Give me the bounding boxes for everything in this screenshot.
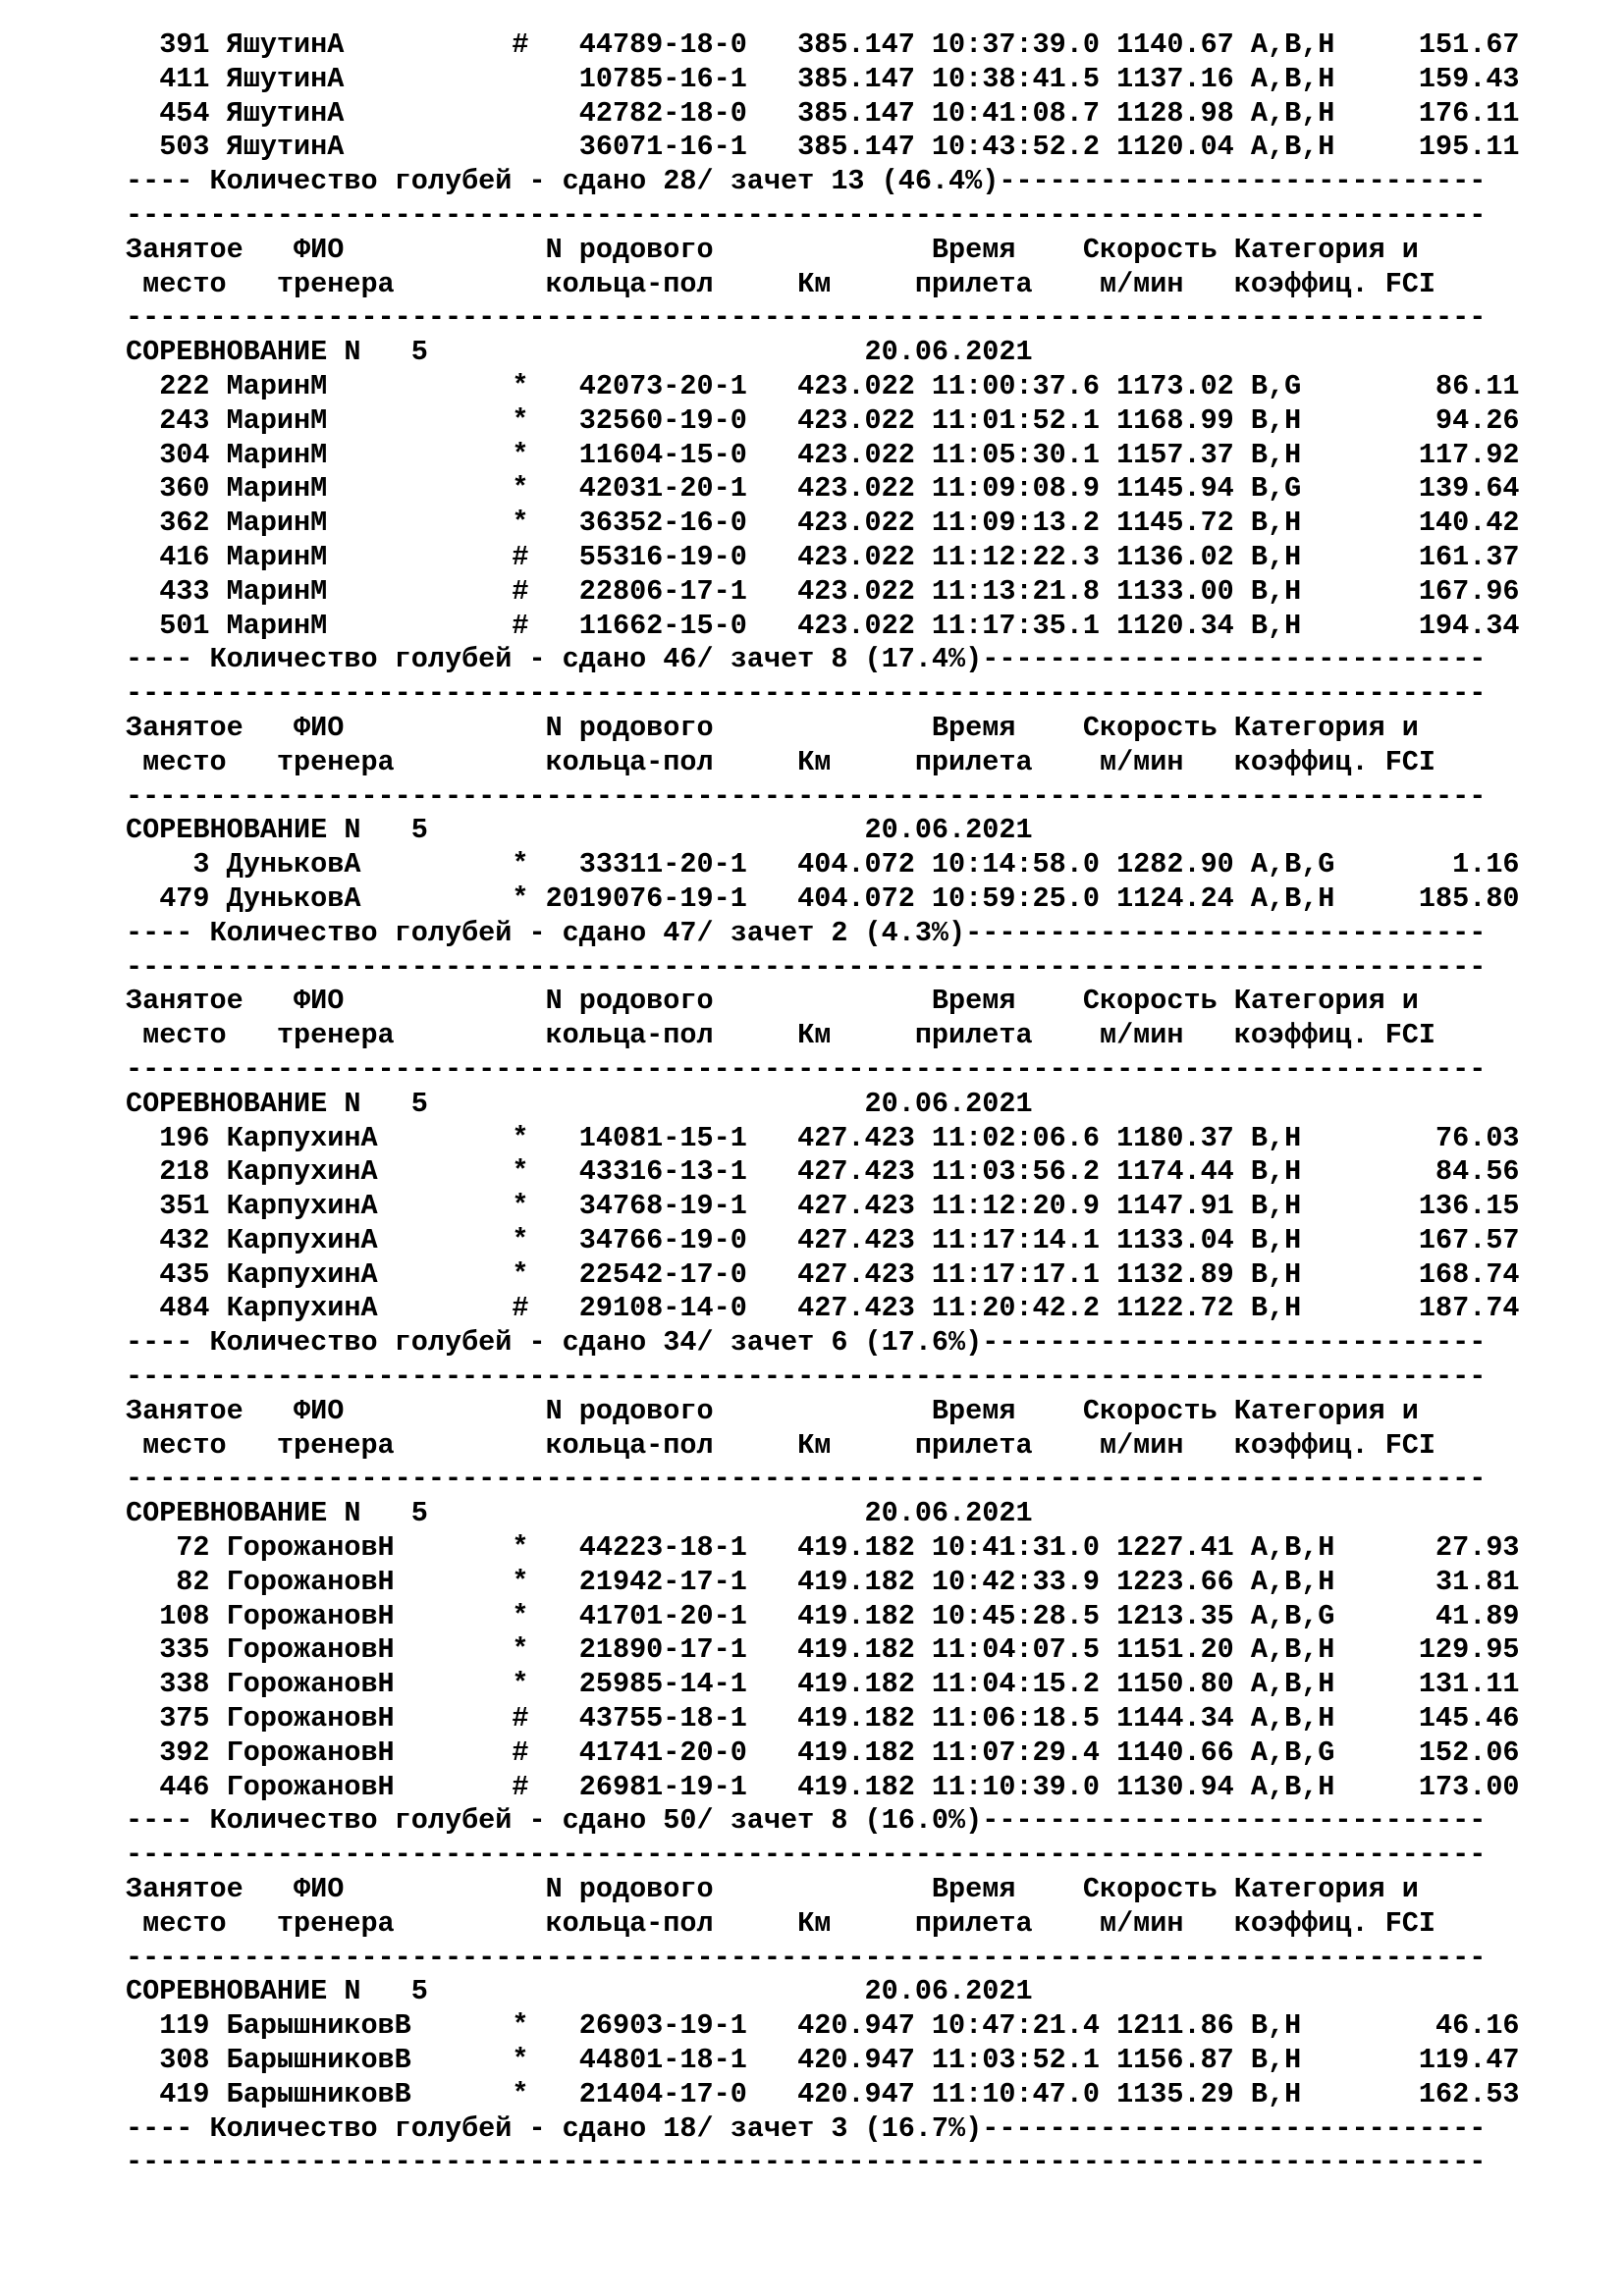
result-row: 446 ГорожановН # 26981-19-1 419.182 11:10:39.0 1130.94 A,B,H 173.00 bbox=[126, 1770, 1520, 1803]
result-row: 362 МаринМ * 36352-16-0 423.022 11:09:13.2 1145.72 B,H 140.42 bbox=[126, 507, 1520, 540]
competition-header-line: СОРЕВНОВАНИЕ N 5 20.06.2021 bbox=[126, 1087, 1033, 1120]
result-row: 335 ГорожановН * 21890-17-1 419.182 11:04:07.5 1151.20 A,B,H 129.95 bbox=[126, 1633, 1520, 1667]
column-header-line: Занятое ФИО N родового Время Скорость Категория и bbox=[126, 233, 1419, 266]
result-row: 411 ЯшутинА 10785-16-1 385.147 10:38:41.5 1137.16 A,B,H 159.43 bbox=[126, 62, 1520, 95]
competition-header-line: СОРЕВНОВАНИЕ N 5 20.06.2021 bbox=[126, 1497, 1033, 1530]
separator-line: --------------------------------------------------------------------------------- bbox=[126, 2146, 1487, 2179]
result-row: 432 КарпухинА * 34766-19-0 427.423 11:17:14.1 1133.04 B,H 167.57 bbox=[126, 1223, 1520, 1256]
result-row: 351 КарпухинА * 34768-19-1 427.423 11:12:20.9 1147.91 B,H 136.15 bbox=[126, 1190, 1520, 1223]
result-row: 108 ГорожановН * 41701-20-1 419.182 10:45:28.5 1213.35 A,B,G 41.89 bbox=[126, 1599, 1520, 1632]
result-row: 501 МаринМ # 11662-15-0 423.022 11:17:35.1 1120.34 B,H 194.34 bbox=[126, 609, 1520, 642]
result-row: 375 ГорожановН # 43755-18-1 419.182 11:06:18.5 1144.34 A,B,H 145.46 bbox=[126, 1702, 1520, 1735]
result-row: 433 МаринМ # 22806-17-1 423.022 11:13:21.8 1133.00 B,H 167.96 bbox=[126, 574, 1520, 608]
column-header-line: место тренера кольца-пол Км прилета м/мин коэффиц. FCI bbox=[126, 1019, 1436, 1052]
competition-header-line: СОРЕВНОВАНИЕ N 5 20.06.2021 bbox=[126, 1975, 1033, 2008]
result-row: 196 КарпухинА * 14081-15-1 427.423 11:02:06.6 1180.37 B,H 76.03 bbox=[126, 1121, 1520, 1154]
column-header-line: место тренера кольца-пол Км прилета м/мин коэффиц. FCI bbox=[126, 1428, 1436, 1462]
summary-line: ---- Количество голубей - сдано 34/ зачет 6 (17.6%)------------------------------ bbox=[126, 1326, 1487, 1360]
separator-line: --------------------------------------------------------------------------------- bbox=[126, 950, 1487, 984]
summary-line: ---- Количество голубей - сдано 18/ зачет 3 (16.7%)------------------------------ bbox=[126, 2111, 1487, 2145]
result-row: 503 ЯшутинА 36071-16-1 385.147 10:43:52.2 1120.04 A,B,H 195.11 bbox=[126, 131, 1520, 164]
summary-line: ---- Количество голубей - сдано 46/ зачет 8 (17.4%)------------------------------ bbox=[126, 643, 1487, 676]
column-header-line: Занятое ФИО N родового Время Скорость Категория и bbox=[126, 985, 1419, 1018]
result-row: 243 МаринМ * 32560-19-0 423.022 11:01:52.1 1168.99 B,H 94.26 bbox=[126, 403, 1520, 437]
column-header-line: Занятое ФИО N родового Время Скорость Категория и bbox=[126, 1394, 1419, 1427]
separator-line: --------------------------------------------------------------------------------- bbox=[126, 779, 1487, 813]
summary-line: ---- Количество голубей - сдано 47/ зачет 2 (4.3%)------------------------------- bbox=[126, 916, 1487, 949]
column-header-line: Занятое ФИО N родового Время Скорость Категория и bbox=[126, 1873, 1419, 1906]
separator-line: --------------------------------------------------------------------------------- bbox=[126, 1941, 1487, 1974]
result-row: 391 ЯшутинА # 44789-18-0 385.147 10:37:39.0 1140.67 A,B,H 151.67 bbox=[126, 28, 1520, 61]
result-row: 360 МаринМ * 42031-20-1 423.022 11:09:08.9 1145.94 B,G 139.64 bbox=[126, 472, 1520, 506]
result-row: 416 МаринМ # 55316-19-0 423.022 11:12:22.3 1136.02 B,H 161.37 bbox=[126, 540, 1520, 573]
column-header-line: место тренера кольца-пол Км прилета м/мин коэффиц. FCI bbox=[126, 267, 1436, 300]
result-row: 454 ЯшутинА 42782-18-0 385.147 10:41:08.7 1128.98 A,B,H 176.11 bbox=[126, 96, 1520, 130]
result-row: 119 БарышниковВ * 26903-19-1 420.947 10:47:21.4 1211.86 B,H 46.16 bbox=[126, 2009, 1520, 2043]
column-header-line: Занятое ФИО N родового Время Скорость Категория и bbox=[126, 711, 1419, 744]
column-header-line: место тренера кольца-пол Км прилета м/мин коэффиц. FCI bbox=[126, 1906, 1436, 1940]
separator-line: --------------------------------------------------------------------------------- bbox=[126, 1463, 1487, 1496]
separator-line: --------------------------------------------------------------------------------- bbox=[126, 677, 1487, 711]
result-row: 82 ГорожановН * 21942-17-1 419.182 10:42:33.9 1223.66 A,B,H 31.81 bbox=[126, 1565, 1520, 1598]
result-row: 392 ГорожановН # 41741-20-0 419.182 11:07:29.4 1140.66 A,B,G 152.06 bbox=[126, 1735, 1520, 1769]
result-row: 218 КарпухинА * 43316-13-1 427.423 11:03:56.2 1174.44 B,H 84.56 bbox=[126, 1155, 1520, 1189]
result-row: 3 ДуньковА * 33311-20-1 404.072 10:14:58.0 1282.90 A,B,G 1.16 bbox=[126, 848, 1520, 881]
summary-line: ---- Количество голубей - сдано 28/ зачет 13 (46.4%)----------------------------- bbox=[126, 165, 1487, 198]
competition-header-line: СОРЕВНОВАНИЕ N 5 20.06.2021 bbox=[126, 814, 1033, 847]
competition-header-line: СОРЕВНОВАНИЕ N 5 20.06.2021 bbox=[126, 336, 1033, 369]
separator-line: --------------------------------------------------------------------------------- bbox=[126, 198, 1487, 232]
summary-line: ---- Количество голубей - сдано 50/ зачет 8 (16.0%)------------------------------ bbox=[126, 1804, 1487, 1838]
result-row: 72 ГорожановН * 44223-18-1 419.182 10:41:31.0 1227.41 A,B,H 27.93 bbox=[126, 1531, 1520, 1565]
column-header-line: место тренера кольца-пол Км прилета м/мин коэффиц. FCI bbox=[126, 745, 1436, 778]
result-row: 479 ДуньковА * 2019076-19-1 404.072 10:59:25.0 1124.24 A,B,H 185.80 bbox=[126, 881, 1520, 915]
result-row: 419 БарышниковВ * 21404-17-0 420.947 11:10:47.0 1135.29 B,H 162.53 bbox=[126, 2077, 1520, 2110]
results-document bbox=[126, 28, 1520, 2180]
result-row: 222 МаринМ * 42073-20-1 423.022 11:00:37.6 1173.02 B,G 86.11 bbox=[126, 369, 1520, 402]
result-row: 304 МаринМ * 11604-15-0 423.022 11:05:30.1 1157.37 B,H 117.92 bbox=[126, 438, 1520, 471]
result-row: 435 КарпухинА * 22542-17-0 427.423 11:17:17.1 1132.89 B,H 168.74 bbox=[126, 1257, 1520, 1291]
separator-line: --------------------------------------------------------------------------------- bbox=[126, 301, 1487, 335]
separator-line: --------------------------------------------------------------------------------- bbox=[126, 1839, 1487, 1872]
result-row: 484 КарпухинА # 29108-14-0 427.423 11:20:42.2 1122.72 B,H 187.74 bbox=[126, 1292, 1520, 1325]
separator-line: --------------------------------------------------------------------------------- bbox=[126, 1361, 1487, 1394]
result-row: 308 БарышниковВ * 44801-18-1 420.947 11:03:52.1 1156.87 B,H 119.47 bbox=[126, 2044, 1520, 2077]
result-row: 338 ГорожановН * 25985-14-1 419.182 11:04:15.2 1150.80 A,B,H 131.11 bbox=[126, 1668, 1520, 1701]
separator-line: --------------------------------------------------------------------------------- bbox=[126, 1052, 1487, 1086]
